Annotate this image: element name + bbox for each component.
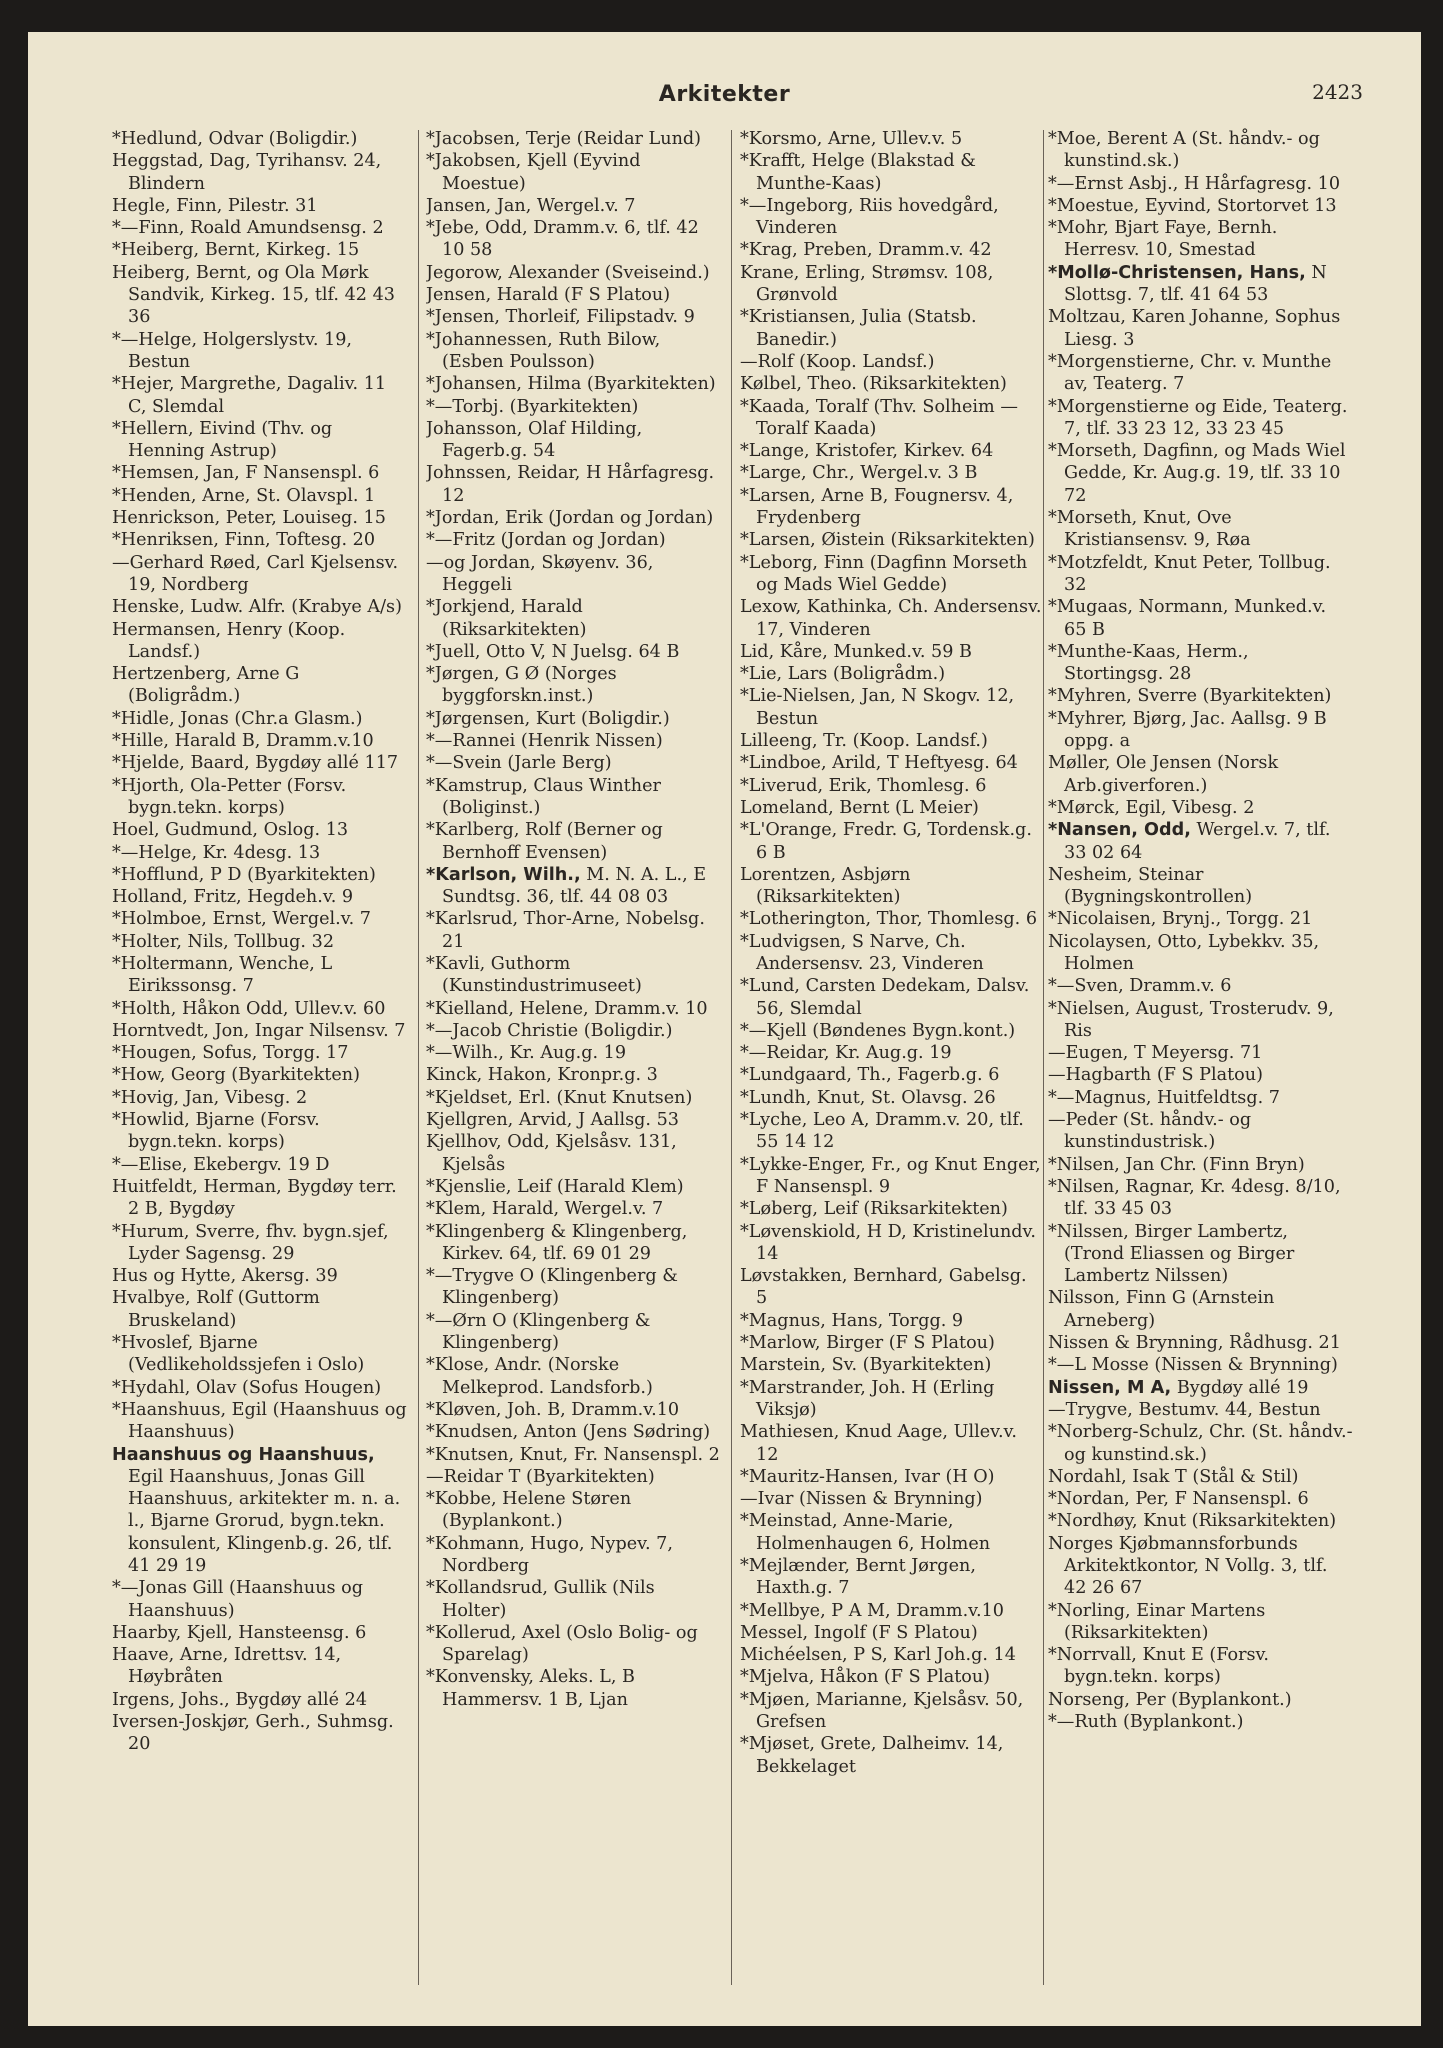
directory-entry: *Hvoslef, Bjarne (Vedlikeholdssjefen i Oslo): [112, 1333, 365, 1376]
directory-entry: *Mauritz-Hansen, Ivar (H O): [740, 1466, 995, 1487]
directory-entry: *Larsen, Øistein (Riksarkitekten): [740, 530, 1035, 551]
directory-entry: *Klingenberg & Klingenberg, Kirkev. 64, tlf. 69 01 29: [426, 1221, 688, 1264]
directory-entry: *Morgenstierne, Chr. v. Munthe av, Teaterg. 7: [1048, 351, 1332, 395]
directory-entry: Nicolaysen, Otto, Lybekkv. 35, Holmen: [1048, 931, 1320, 974]
directory-entry: *Lange, Kristofer, Kirkev. 64: [740, 441, 994, 462]
directory-entry: *Løberg, Leif (Riksarkitekten): [740, 1199, 1008, 1220]
listing-column-1: [112, 128, 408, 1988]
directory-entry: *Krag, Preben, Dramm.v. 42: [740, 240, 992, 261]
directory-entry: *Morseth, Dagfinn, og Mads Wiel Gedde, Kr. Aug.g. 19, tlf. 33 10 72: [1048, 441, 1346, 506]
directory-entry: *Norberg-Schulz, Chr. (St. håndv.- og kunstind.sk.): [1048, 1422, 1353, 1465]
directory-entry: *Mohr, Bjart Faye, Bernh. Herresv. 10, Smestad: [1048, 218, 1278, 261]
directory-entry: *Mollø-Christensen, Hans, N Slottsg. 7, tlf. 41 64 53: [1048, 262, 1327, 306]
directory-entry: *Leborg, Finn (Dagfinn Morseth og Mads Wiel Gedde): [740, 552, 1028, 595]
directory-entry: *Liverud, Erik, Thomlesg. 6: [740, 775, 987, 796]
directory-entry: *—L Mosse (Nissen & Brynning): [1048, 1355, 1338, 1376]
directory-entry: *How, Georg (Byarkitekten): [112, 1065, 360, 1086]
directory-entry: —Reidar T (Byarkitekten): [426, 1466, 655, 1487]
directory-entry: *Hjelde, Baard, Bygdøy allé 117: [112, 753, 399, 774]
listing-column-3: [740, 128, 1043, 1988]
directory-entry: Kjellgren, Arvid, J Aallsg. 53: [426, 1110, 679, 1131]
directory-entry: Lorentzen, Asbjørn (Riksarkitekten): [740, 864, 911, 908]
directory-entry: *—Helge, Holgerslystv. 19, Bestun: [112, 329, 352, 372]
directory-entry: *Jacobsen, Terje (Reidar Lund): [426, 129, 702, 149]
directory-entry: *Morgenstierne og Eide, Teaterg. 7, tlf. 33 23 12, 33 23 45: [1048, 396, 1348, 439]
directory-entry: Holland, Fritz, Hegdeh.v. 9: [112, 887, 354, 908]
directory-entry: *Johannessen, Ruth Bilow, (Esben Poulsson): [426, 329, 661, 372]
directory-entry: *Munthe-Kaas, Herm., Stortingsg. 28: [1048, 641, 1249, 685]
directory-entry: *Hydahl, Olav (Sofus Hougen): [112, 1377, 382, 1398]
directory-entry: *Jebe, Odd, Dramm.v. 6, tlf. 42 10 58: [426, 218, 699, 261]
directory-entry: *Kohmann, Hugo, Nypev. 7, Nordberg: [426, 1533, 673, 1576]
directory-entry: *Hougen, Sofus, Torgg. 17: [112, 1043, 349, 1064]
directory-entry: *—Jacob Christie (Boligdir.): [426, 1020, 673, 1041]
directory-entry: *Juell, Otto V, N Juelsg. 64 B: [426, 641, 680, 662]
directory-entry: Hermansen, Henry (Koop. Landsf.): [112, 619, 346, 662]
directory-entry: *Heiberg, Bernt, Kirkeg. 15: [112, 240, 360, 261]
column-rule: [418, 130, 419, 1985]
directory-entry: Hus og Hytte, Akersg. 39: [112, 1266, 338, 1287]
directory-entry: —Trygve, Bestumv. 44, Bestun: [1048, 1399, 1321, 1420]
directory-entry: *Haanshuus, Egil (Haanshuus og Haanshuus): [112, 1399, 407, 1443]
directory-entry: *Meinstad, Anne-Marie, Holmenhaugen 6, Holmen: [740, 1511, 991, 1554]
directory-entry: *Nielsen, August, Trosterudv. 9, Ris: [1048, 998, 1334, 1041]
directory-entry: *Kamstrup, Claus Winther (Boliginst.): [426, 775, 661, 818]
directory-entry: *—Sven, Dramm.v. 6: [1048, 976, 1232, 997]
directory-entry: *—Reidar, Kr. Aug.g. 19: [740, 1043, 952, 1064]
directory-entry: *Karlsrud, Thor-Arne, Nobelsg. 21: [426, 909, 705, 952]
directory-entry: Møller, Ole Jensen (Norsk Arb.giverforen.): [1048, 753, 1279, 796]
directory-entry: *Morseth, Knut, Ove Kristiansensv. 9, Røa: [1048, 508, 1251, 551]
directory-entry: *—Rannei (Henrik Nissen): [426, 731, 663, 752]
directory-entry: *Holth, Håkon Odd, Ullev.v. 60: [112, 998, 386, 1019]
directory-entry: *Konvensky, Aleks. L, B Hammersv. 1 B, Ljan: [426, 1667, 635, 1710]
directory-entry: *Kollandsrud, Gullik (Nils Holter): [426, 1578, 655, 1621]
directory-entry: —Gerhard Røed, Carl Kjelsensv. 19, Nordberg: [112, 552, 399, 595]
directory-entry: Nissen, M A, Bygdøy allé 19: [1048, 1377, 1309, 1398]
directory-entry: *Howlid, Bjarne (Forsv. bygn.tekn. korps): [112, 1110, 320, 1153]
directory-entry: Kølbel, Theo. (Riksarkitekten): [740, 374, 1007, 395]
directory-entry: *—Elise, Ekebergv. 19 D: [112, 1154, 330, 1175]
directory-entry: Johnssen, Reidar, H Hårfagresg. 12: [426, 463, 715, 506]
directory-entry: Hoel, Gudmund, Oslog. 13: [112, 820, 349, 841]
directory-entry: *—Torbj. (Byarkitekten): [426, 396, 639, 417]
directory-entry: Jansen, Jan, Wergel.v. 7: [426, 195, 636, 216]
directory-entry: Heggstad, Dag, Tyrihansv. 24, Blindern: [112, 151, 382, 194]
directory-entry: *—Ørn O (Klingenberg & Klingenberg): [426, 1310, 651, 1354]
directory-entry: Jensen, Harald (F S Platou): [426, 285, 671, 306]
directory-entry: Lexow, Kathinka, Ch. Andersensv. 17, Vinderen: [740, 597, 1042, 640]
directory-entry: *Nordhøy, Knut (Riksarkitekten): [1048, 1511, 1337, 1532]
directory-entry: *Hjorth, Ola-Petter (Forsv. bygn.tekn. korps): [112, 775, 347, 818]
directory-entry: *Norling, Einar Martens (Riksarkitekten): [1048, 1600, 1266, 1643]
directory-entry: *—Ingeborg, Riis hovedgård, Vinderen: [740, 195, 999, 239]
directory-entry: Lid, Kåre, Munked.v. 59 B: [740, 641, 972, 662]
directory-entry: *Mørck, Egil, Vibesg. 2: [1048, 797, 1255, 818]
directory-entry: *Korsmo, Arne, Ullev.v. 5: [740, 129, 963, 149]
directory-entry: *Lindboe, Arild, T Heftyesg. 64: [740, 753, 1018, 774]
directory-entry: *Jørgen, G Ø (Norges byggforskn.inst.): [426, 664, 617, 707]
directory-entry: Henrickson, Peter, Louiseg. 15: [112, 508, 386, 529]
directory-entry: *Henriksen, Finn, Toftesg. 20: [112, 530, 376, 551]
directory-entry: Messel, Ingolf (F S Platou): [740, 1622, 978, 1643]
directory-entry: Marstein, Sv. (Byarkitekten): [740, 1355, 992, 1376]
directory-entry: Haave, Arne, Idrettsv. 14, Høybråten: [112, 1645, 342, 1688]
directory-entry: —Ivar (Nissen & Brynning): [740, 1489, 983, 1510]
column-rule: [731, 130, 732, 1985]
directory-entry: *Løvenskiold, H D, Kristinelundv. 14: [740, 1221, 1036, 1264]
directory-entry: *Ludvigsen, S Narve, Ch. Andersensv. 23, Vinderen: [740, 931, 984, 974]
directory-entry: *Krafft, Helge (Blakstad & Munthe-Kaas): [740, 151, 976, 194]
listing-column-4: [1048, 128, 1353, 1988]
directory-entry: *—Svein (Jarle Berg): [426, 753, 612, 774]
directory-entry: *—Ruth (Byplankont.): [1048, 1712, 1244, 1733]
directory-entry: *Mugaas, Normann, Munked.v. 65 B: [1048, 597, 1327, 640]
directory-entry: *Nilsen, Jan Chr. (Finn Bryn): [1048, 1154, 1305, 1175]
directory-entry: *Lotherington, Thor, Thomlesg. 6: [740, 909, 1038, 930]
directory-entry: *Henden, Arne, St. Olavspl. 1: [112, 485, 376, 506]
directory-entry: *—Trygve O (Klingenberg & Klingenberg): [426, 1266, 678, 1309]
directory-entry: Kjellhov, Odd, Kjelsåsv. 131, Kjelsås: [426, 1132, 677, 1175]
directory-entry: Lomeland, Bernt (L Meier): [740, 797, 979, 818]
directory-entry: —Hagbarth (F S Platou): [1048, 1065, 1263, 1086]
directory-entry: *Nicolaisen, Brynj., Torgg. 21: [1048, 909, 1313, 930]
directory-entry: *Knutsen, Knut, Fr. Nansenspl. 2: [426, 1444, 720, 1465]
directory-entry: *Myhren, Sverre (Byarkitekten): [1048, 686, 1332, 707]
directory-entry: *Mjelva, Håkon (F S Platou): [740, 1667, 991, 1688]
directory-entry: *—Magnus, Huitfeldtsg. 7: [1048, 1087, 1280, 1108]
directory-entry: *Nilssen, Birger Lambertz, (Trond Eliassen og Birger Lambertz Nilssen): [1048, 1221, 1295, 1287]
directory-entry: Nordahl, Isak T (Stål & Stil): [1048, 1466, 1299, 1487]
directory-entry: *Mjøset, Grete, Dalheimv. 14, Bekkelaget: [740, 1734, 1004, 1777]
directory-entry: *Hejer, Margrethe, Dagaliv. 11 C, Slemdal: [112, 374, 387, 417]
directory-entry: Moltzau, Karen Johanne, Sophus Liesg. 3: [1048, 307, 1341, 350]
directory-entry: *Jakobsen, Kjell (Eyvind Moestue): [426, 151, 641, 194]
directory-entry: *Klem, Harald, Wergel.v. 7: [426, 1199, 664, 1220]
directory-entry: Iversen-Joskjør, Gerh., Suhmsg. 20: [112, 1712, 394, 1755]
directory-entry: *Hidle, Jonas (Chr.a Glasm.): [112, 708, 363, 729]
directory-entry: *Moe, Berent A (St. håndv.- og kunstind.sk.): [1048, 129, 1320, 172]
directory-entry: *Lie-Nielsen, Jan, N Skogv. 12, Bestun: [740, 686, 1015, 729]
directory-entry: *Nilsen, Ragnar, Kr. 4desg. 8/10, tlf. 33 45 03: [1048, 1176, 1341, 1220]
directory-entry: *Klose, Andr. (Norske Melkeprod. Landsforb.): [426, 1355, 653, 1398]
directory-entry: Nilsson, Finn G (Arnstein Arneberg): [1048, 1288, 1275, 1331]
directory-entry: *Kielland, Helene, Dramm.v. 10: [426, 998, 708, 1019]
directory-entry: *Marstrander, Joh. H (Erling Viksjø): [740, 1377, 995, 1420]
directory-entry: Mathiesen, Knud Aage, Ullev.v. 12: [740, 1422, 1017, 1465]
directory-entry: *—Wilh., Kr. Aug.g. 19: [426, 1043, 627, 1064]
directory-entry: *Lykke-Enger, Fr., og Knut Enger, F Nansenspl. 9: [740, 1154, 1041, 1197]
directory-entry: *Kløven, Joh. B, Dramm.v.10: [426, 1399, 680, 1420]
directory-entry: *Kristiansen, Julia (Statsb. Banedir.): [740, 307, 977, 350]
section-heading: Arkitekter: [658, 82, 791, 107]
directory-entry: *Mejlænder, Bernt Jørgen, Haxth.g. 7: [740, 1556, 976, 1599]
directory-entry: *L'Orange, Fredr. G, Tordensk.g. 6 B: [740, 820, 1032, 863]
directory-entry: Hvalbye, Rolf (Guttorm Bruskeland): [112, 1288, 320, 1331]
directory-entry: *Kjenslie, Leif (Harald Klem): [426, 1176, 684, 1197]
directory-entry: *Hovig, Jan, Vibesg. 2: [112, 1087, 308, 1108]
directory-entry: Henske, Ludw. Alfr. (Krabye A/s): [112, 597, 402, 618]
directory-entry: Hegle, Finn, Pilestr. 31: [112, 195, 318, 216]
directory-entry: *Holmboe, Ernst, Wergel.v. 7: [112, 909, 371, 930]
directory-entry: *—Finn, Roald Amundsensg. 2: [112, 218, 384, 239]
directory-entry: *Kollerud, Axel (Oslo Bolig- og Sparelag): [426, 1622, 698, 1666]
directory-entry: Hertzenberg, Arne G (Boligrådm.): [112, 664, 300, 707]
directory-entry: *Mjøen, Marianne, Kjelsåsv. 50, Grefsen: [740, 1689, 1024, 1733]
directory-entry: *Hemsen, Jan, F Nansenspl. 6: [112, 463, 380, 484]
directory-entry: *Hedlund, Odvar (Boligdir.): [112, 129, 358, 149]
directory-entry: *Lundh, Knut, St. Olavsg. 26: [740, 1087, 996, 1108]
directory-entry: *—Jonas Gill (Haanshuus og Haanshuus): [112, 1578, 364, 1621]
directory-entry: Johansson, Olaf Hilding, Fagerb.g. 54: [426, 418, 643, 462]
directory-entry: *Jorkjend, Harald (Riksarkitekten): [426, 597, 587, 640]
directory-entry: *Hofflund, P D (Byarkitekten): [112, 864, 376, 885]
directory-entry: *Myhrer, Bjørg, Jac. Aallsg. 9 B oppg. a: [1048, 708, 1327, 752]
directory-entry: *Norrvall, Knut E (Forsv. bygn.tekn. korps): [1048, 1645, 1269, 1688]
directory-entry: *Johansen, Hilma (Byarkitekten): [426, 374, 716, 395]
directory-entry: *Karlberg, Rolf (Berner og Bernhoff Evensen): [426, 820, 663, 863]
directory-entry: *Kavli, Guthorm (Kunstindustrimuseet): [426, 953, 642, 997]
directory-entry: *Lund, Carsten Dedekam, Dalsv. 56, Slemdal: [740, 976, 1030, 1019]
directory-entry: Haanshuus og Haanshuus, Egil Haanshuus, Jonas Gill Haanshuus, arkitekter m. n. a. l., Bjarne Grorud, bygn.tekn. konsulent, Klingenb.g. 26, tlf. 41 29 19: [112, 1444, 401, 1576]
directory-entry: *Kaada, Toralf (Thv. Solheim — Toralf Kaada): [740, 396, 1018, 439]
directory-entry: *Magnus, Hans, Torgg. 9: [740, 1310, 964, 1331]
directory-entry: *Large, Chr., Wergel.v. 3 B: [740, 463, 978, 484]
directory-entry: —Peder (St. håndv.- og kunstindustrisk.): [1048, 1110, 1252, 1153]
directory-entry: Horntvedt, Jon, Ingar Nilsensv. 7: [112, 1020, 406, 1041]
directory-entry: *Karlson, Wilh., M. N. A. L., E Sundtsg. 36, tlf. 44 08 03: [426, 864, 707, 908]
directory-entry: *Marlow, Birger (F S Platou): [740, 1333, 995, 1354]
directory-entry: *Motzfeldt, Knut Peter, Tollbug. 32: [1048, 552, 1331, 595]
directory-entry: *Knudsen, Anton (Jens Sødring): [426, 1422, 711, 1443]
directory-entry: *Holtermann, Wenche, L Eirikssonsg. 7: [112, 953, 333, 997]
listing-column-2: [426, 128, 722, 1988]
directory-entry: Heiberg, Bernt, og Ola Mørk Sandvik, Kirkeg. 15, tlf. 42 43 36: [112, 262, 395, 328]
directory-entry: Irgens, Johs., Bygdøy allé 24: [112, 1689, 368, 1710]
directory-entry: *Hurum, Sverre, fhv. bygn.sjef, Lyder Sagensg. 29: [112, 1221, 389, 1264]
directory-page: [28, 32, 1421, 2026]
directory-entry: *Lie, Lars (Boligrådm.): [740, 664, 946, 685]
directory-entry: *Larsen, Arne B, Fougnersv. 4, Frydenberg: [740, 485, 1014, 529]
directory-entry: *Jørgensen, Kurt (Boligdir.): [426, 708, 670, 729]
directory-entry: Michéelsen, P S, Karl Joh.g. 14: [740, 1645, 1016, 1666]
directory-entry: —Rolf (Koop. Landsf.): [740, 351, 935, 372]
directory-entry: Norseng, Per (Byplankont.): [1048, 1689, 1292, 1710]
directory-entry: *Lundgaard, Th., Fagerb.g. 6: [740, 1065, 1000, 1086]
directory-entry: *Jensen, Thorleif, Filipstadv. 9: [426, 307, 695, 328]
directory-entry: *Kjeldset, Erl. (Knut Knutsen): [426, 1087, 693, 1108]
directory-entry: —og Jordan, Skøyenv. 36, Heggeli: [426, 552, 654, 595]
directory-entry: Jegorow, Alexander (Sveiseind.): [426, 262, 710, 283]
directory-entry: Løvstakken, Bernhard, Gabelsg. 5: [740, 1266, 1027, 1309]
directory-entry: Nissen & Brynning, Rådhusg. 21: [1048, 1333, 1341, 1354]
column-rule: [1043, 130, 1044, 1985]
directory-entry: *Holter, Nils, Tollbug. 32: [112, 931, 335, 952]
directory-entry: *Jordan, Erik (Jordan og Jordan): [426, 508, 714, 529]
directory-entry: *Lyche, Leo A, Dramm.v. 20, tlf. 55 14 12: [740, 1110, 1024, 1153]
directory-entry: Haarby, Kjell, Hansteensg. 6: [112, 1622, 367, 1643]
directory-entry: *—Helge, Kr. 4desg. 13: [112, 842, 321, 863]
directory-entry: Norges Kjøbmannsforbunds Arkitektkontor, N Vollg. 3, tlf. 42 26 67: [1048, 1533, 1328, 1599]
directory-entry: *—Ernst Asbj., H Hårfagresg. 10: [1048, 173, 1341, 194]
directory-entry: —Eugen, T Meyersg. 71: [1048, 1043, 1263, 1064]
directory-entry: *Nordan, Per, F Nansenspl. 6: [1048, 1489, 1309, 1510]
directory-entry: Lilleeng, Tr. (Koop. Landsf.): [740, 731, 988, 752]
directory-entry: *Hille, Harald B, Dramm.v.10: [112, 731, 374, 752]
directory-entry: Huitfeldt, Herman, Bygdøy terr. 2 B, Bygdøy: [112, 1176, 397, 1220]
directory-entry: *Moestue, Eyvind, Stortorvet 13: [1048, 195, 1337, 216]
directory-entry: *Hellern, Eivind (Thv. og Henning Astrup): [112, 418, 333, 462]
directory-entry: Nesheim, Steinar (Bygningskontrollen): [1048, 864, 1253, 908]
directory-entry: *—Fritz (Jordan og Jordan): [426, 530, 666, 551]
directory-entry: *Mellbye, P A M, Dramm.v.10: [740, 1600, 1004, 1621]
directory-entry: *Nansen, Odd, Wergel.v. 7, tlf. 33 02 64: [1048, 820, 1331, 863]
directory-entry: *—Kjell (Bøndenes Bygn.kont.): [740, 1020, 1016, 1041]
page-number: 2423: [1312, 80, 1363, 104]
directory-entry: Kinck, Hakon, Kronpr.g. 3: [426, 1065, 658, 1086]
directory-entry: *Kobbe, Helene Støren (Byplankont.): [426, 1489, 632, 1532]
directory-entry: Krane, Erling, Strømsv. 108, Grønvold: [740, 262, 994, 306]
